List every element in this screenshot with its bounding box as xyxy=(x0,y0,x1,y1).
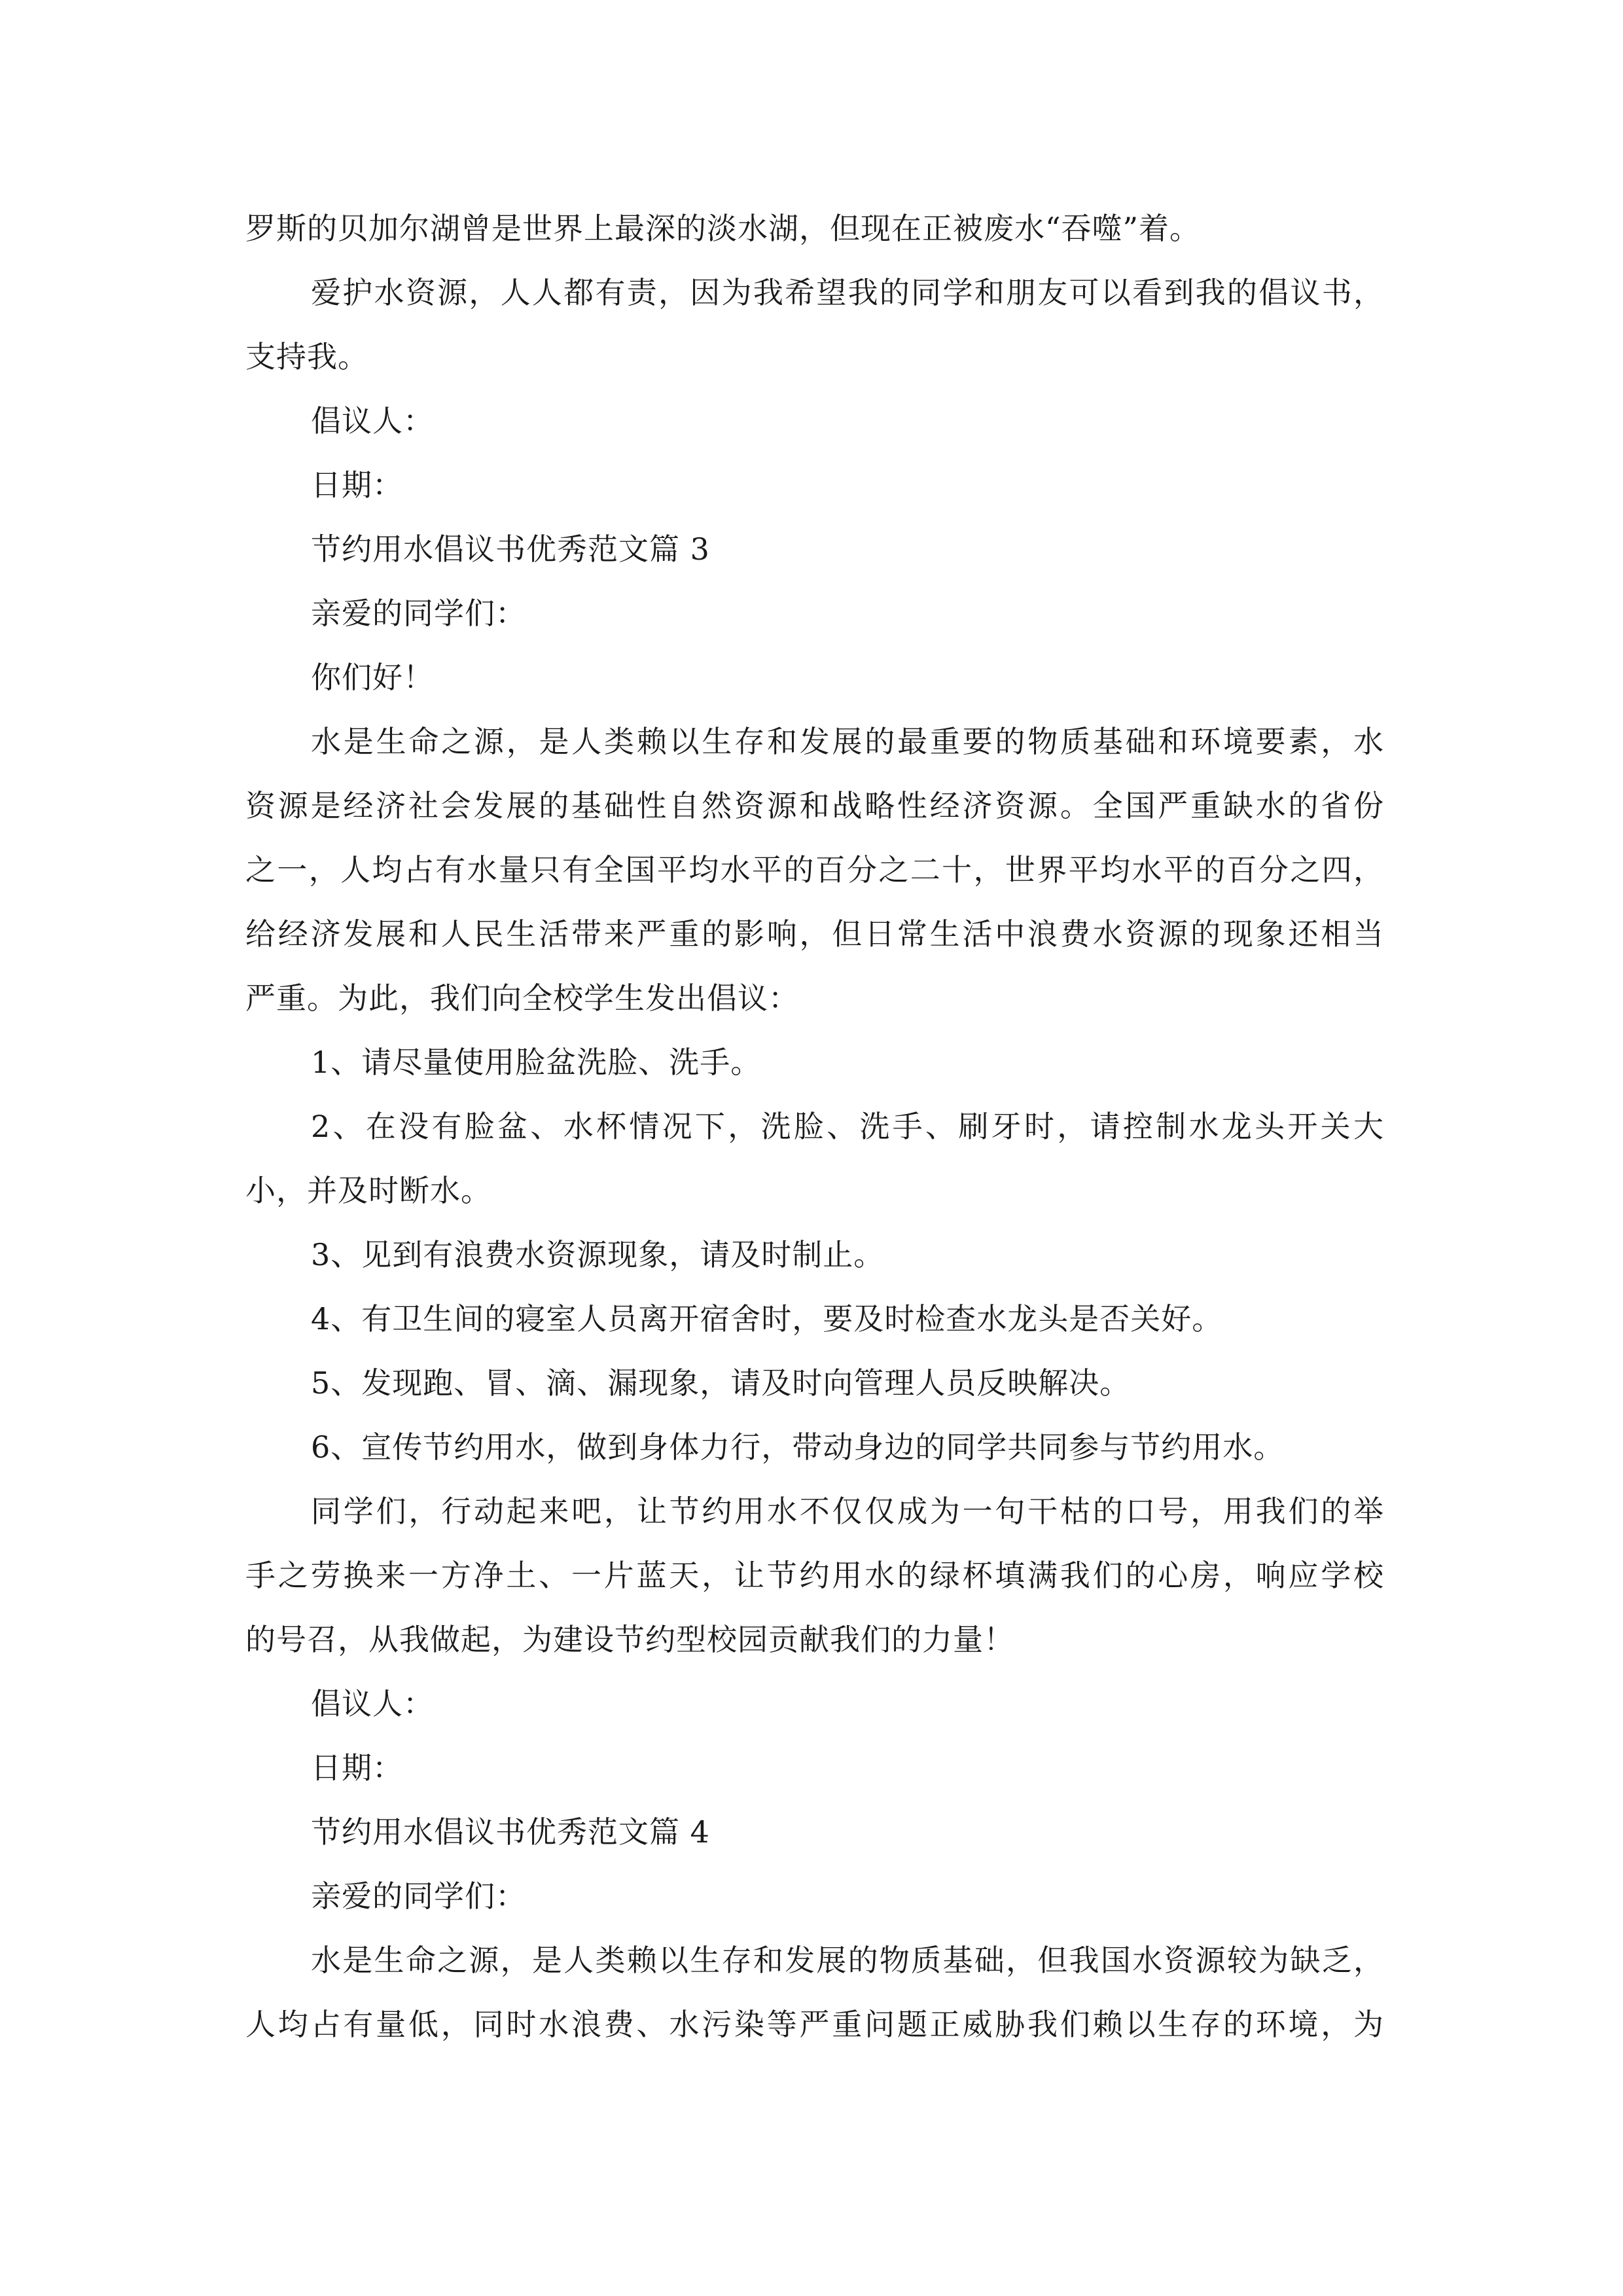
text-line: 之一，人均占有水量只有全国平均水平的百分之二十，世界平均水平的百分之四， xyxy=(245,852,1384,888)
document-page xyxy=(245,196,1384,2056)
salutation: 亲爱的同学们： xyxy=(311,596,526,631)
text-line: 的号召，从我做起，为建设节约型校园贡献我们的力量！ xyxy=(245,1622,1014,1657)
greeting: 你们好！ xyxy=(311,660,434,695)
text-line: 给经济发展和人民生活带来严重的影响，但日常生活中浪费水资源的现象还相当 xyxy=(245,916,1384,952)
text-line: 严重。为此，我们向全校学生发出倡议： xyxy=(245,980,799,1016)
list-item: 2、在没有脸盆、水杯情况下，洗脸、洗手、刷牙时，请控制水龙头开关大 xyxy=(311,1109,1384,1144)
text-line: 罗斯的贝加尔湖曾是世界上最深的淡水湖，但现在正被废水“吞噬”着。 xyxy=(245,211,1201,246)
text-line: 水是生命之源，是人类赖以生存和发展的物质基础，但我国水资源较为缺乏， xyxy=(311,1943,1384,1978)
date-label: 日期： xyxy=(311,467,403,503)
list-item: 1、请尽量使用脸盆洗脸、洗手。 xyxy=(311,1045,762,1080)
section-heading: 节约用水倡议书优秀范文篇 4 xyxy=(311,1814,710,1850)
text-line: 资源是经济社会发展的基础性自然资源和战略性经济资源。全国严重缺水的省份 xyxy=(245,788,1384,823)
list-item: 3、见到有浪费水资源现象，请及时制止。 xyxy=(311,1237,885,1272)
text-line: 手之劳换来一方净土、一片蓝天，让节约用水的绿杯填满我们的心房，响应学校 xyxy=(245,1558,1384,1593)
list-item: 6、宣传节约用水，做到身体力行，带动身边的同学共同参与节约用水。 xyxy=(311,1429,1285,1465)
signatory-label: 倡议人： xyxy=(311,1686,434,1721)
text-line: 同学们，行动起来吧，让节约用水不仅仅成为一句干枯的口号，用我们的举 xyxy=(311,1494,1384,1529)
text-line: 爱护水资源，人人都有责，因为我希望我的同学和朋友可以看到我的倡议书， xyxy=(311,275,1384,310)
text-line: 支持我。 xyxy=(245,339,368,374)
text-line: 水是生命之源，是人类赖以生存和发展的最重要的物质基础和环境要素，水 xyxy=(311,724,1384,759)
salutation: 亲爱的同学们： xyxy=(311,1878,526,1914)
list-item: 5、发现跑、冒、滴、漏现象，请及时向管理人员反映解决。 xyxy=(311,1365,1131,1401)
section-heading: 节约用水倡议书优秀范文篇 3 xyxy=(311,531,710,567)
text-line: 小，并及时断水。 xyxy=(245,1173,491,1208)
text-line: 人均占有量低，同时水浪费、水污染等严重问题正威胁我们赖以生存的环境，为 xyxy=(245,2007,1384,2042)
list-item: 4、有卫生间的寝室人员离开宿舍时，要及时检查水龙头是否关好。 xyxy=(311,1301,1223,1336)
signatory-label: 倡议人： xyxy=(311,403,434,439)
date-label: 日期： xyxy=(311,1750,403,1785)
